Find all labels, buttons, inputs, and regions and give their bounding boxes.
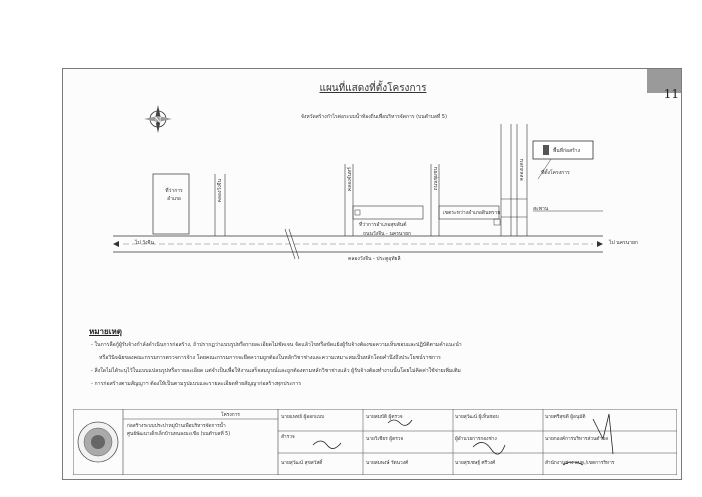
map-label-canal-left: คลองวังจีน: [217, 179, 223, 203]
authorizer-cell: นายศรีสุขดี ผู้อนุมัติ: [545, 415, 586, 420]
page-number: 11: [663, 87, 679, 101]
project-label: โครงการ: [221, 413, 240, 418]
map-caption: จังหวัดสร้างกำไรต่อระบบน้ำท้องถิ่นเพื่อบริหารจัดการ (บนตำบลที่ 5): [301, 114, 447, 120]
note-line-3: - สิ่งใดไม่ได้ระบุไว้ในแบบแปลนรูปหรือรายละเอียด แต่จำเป็นเพื่อให้งานเสร็จสมบูรณ์และถูกต้องตามหลักวิชาช่างแล้ว ผู้รับจ้างต้องทำงานนั้นโดยไม่คิดค่าใช้จ่ายเพิ่มเติม: [91, 368, 461, 374]
map-label-road-bottom: คลองวังจีน - ประตูอุทัยลี: [348, 256, 401, 262]
map-label-road-top: ถนนวังจีน - นครนายก: [363, 231, 412, 237]
document-page: [62, 68, 682, 480]
map-label-right-road: ไป นครนายก: [609, 240, 638, 246]
map-label-canal-mid2: ถนนชุมชน: [433, 167, 439, 191]
map-label-canal-mid: คลองจันทร์: [347, 167, 353, 192]
map-label-site-box: พื้นที่ก่อสร้าง: [553, 148, 581, 154]
map-label-right: เขตระหว่างอำเภอดินทราย: [443, 210, 501, 216]
checker-cell-2: นายวิเชียร ผู้ตรวจ: [366, 437, 404, 442]
map-label-canal-right: คลองแคน: [519, 159, 525, 181]
map-label-bridge: สะพาน: [533, 206, 549, 212]
checker-cell-1: นายสมบัติ ผู้ตรวจ: [366, 415, 403, 420]
location-map: [63, 69, 681, 319]
note-line-2: หรือวินิจฉัยของคณะกรรมการตรวจการจ้าง โดยคณะกรรมการจะยึดความถูกต้องในหลักวิชาช่างและความเหมาะสมเป็นหลักโดยคำนึงถึงประโยชน์ราชการ: [99, 355, 441, 361]
map-label-site: ที่ตั้งโครงการ: [541, 170, 570, 176]
compass-letter: N: [154, 116, 162, 125]
office-cell: สำนักงานช่าง อบต./เขตการริหาร: [545, 461, 615, 466]
map-label-left-road: ไป วังจีน: [135, 240, 154, 246]
mayor-cell: นายกองค์การบริหารส่วนตำบล: [545, 437, 609, 442]
notes-heading: หมายเหตุ: [89, 327, 122, 336]
approver-cell: นายสุวัฒน์ ผู้เห็นชอบ: [455, 415, 499, 420]
project-name: ก่อสร้างระบบประปาหมู่บ้านเพื่อบริหารจัดการน้ำ: [127, 424, 226, 429]
name-cell-2: นายสมพงษ์ รัตนวงศ์: [366, 461, 409, 466]
note-line-4: - การก่อสร้างตามสัญญาฯ ต้องให้เป็นตามรูปแบบและรายละเอียดท้ายสัญญาก่อสร้างทุกประการ: [91, 381, 302, 387]
project-sub: ศูนย์พัฒนาเด็กเล็กบ้านหนองมะเขือ (บนตำบลที่ 5): [127, 432, 231, 437]
director-cell: ผู้อำนวยการกองช่าง: [455, 437, 497, 442]
document-title: แผนที่แสดงที่ตั้งโครงการ: [319, 83, 427, 94]
name-cell-1: นายสุวัฒน์ สุขสวัสดิ์: [281, 461, 323, 466]
map-label-mid: ที่ว่าการอำเภอสุขสันต์: [359, 222, 407, 228]
map-label-school: ที่ว่าการ อำเภอ: [165, 188, 183, 202]
name-cell-3: นายสุรเชษฐ์ ศรีวงศ์: [455, 461, 496, 466]
survey-cell: สำรวจ: [281, 435, 295, 440]
note-line-1: - ในการลือกู้ผู้รับจ้างกำลังดำเนินการก่อสร้าง, ถ้าปรากฏว่าแบบรูปหรือรายละเอียดไม่ชัดเจน จัดแล้วไขหรือขัดแย้งผู้รับจ้างต้องขอความเห็นชอบและปฏิบัติตามคำแนะนำ: [91, 342, 462, 348]
designer-cell: นายแพทย์ ผู้ออกแบบ: [281, 415, 325, 420]
